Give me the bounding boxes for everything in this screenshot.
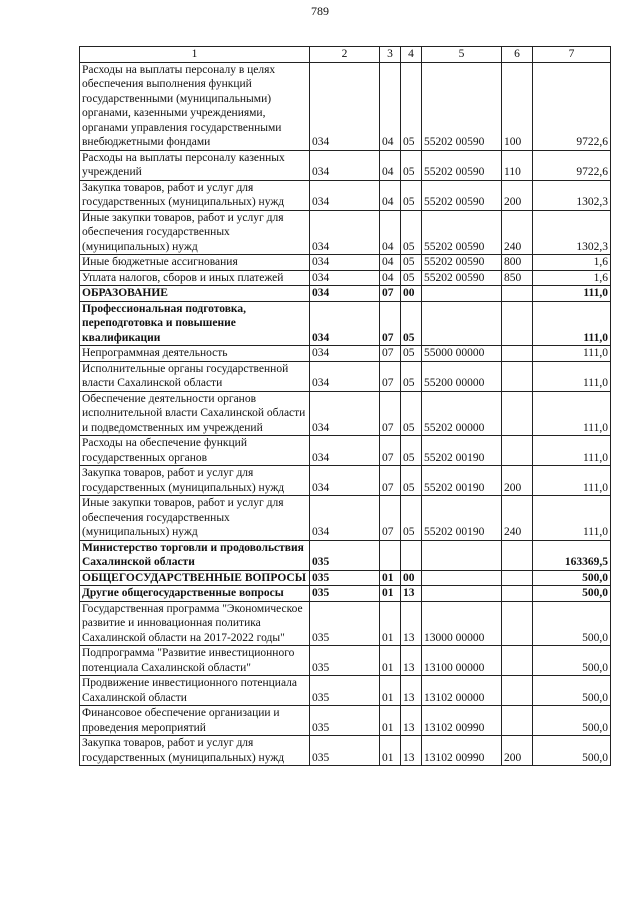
row-target-article-code: 55202 00000 bbox=[422, 391, 502, 436]
table-row bbox=[80, 62, 611, 150]
row-amount: 111,0 bbox=[533, 466, 611, 496]
row-target-article-code: 55202 00190 bbox=[422, 466, 502, 496]
row-name: Расходы на обеспечение функций государственных органов bbox=[80, 436, 310, 466]
column-header: 2 bbox=[310, 47, 380, 63]
row-amount: 1302,3 bbox=[533, 180, 611, 210]
column-number-row bbox=[80, 47, 611, 63]
table-row bbox=[80, 570, 611, 586]
row-expense-type-code bbox=[502, 586, 533, 602]
row-amount: 500,0 bbox=[533, 676, 611, 706]
row-section-code: 07 bbox=[380, 361, 401, 391]
row-expense-type-code: 800 bbox=[502, 255, 533, 271]
row-target-article-code: 13102 00000 bbox=[422, 676, 502, 706]
row-ministry-code: 035 bbox=[310, 706, 380, 736]
table-row bbox=[80, 646, 611, 676]
row-name: Расходы на выплаты персоналу казенных учреждений bbox=[80, 150, 310, 180]
row-section-code: 01 bbox=[380, 586, 401, 602]
row-subsection-code: 13 bbox=[401, 706, 422, 736]
row-name: Иные закупки товаров, работ и услуг для обеспечения государственных (муниципальных) нужд bbox=[80, 496, 310, 541]
row-target-article-code: 55202 00590 bbox=[422, 180, 502, 210]
row-target-article-code bbox=[422, 301, 502, 346]
row-expense-type-code: 200 bbox=[502, 736, 533, 766]
row-ministry-code: 035 bbox=[310, 601, 380, 646]
row-subsection-code: 00 bbox=[401, 286, 422, 302]
table-row bbox=[80, 391, 611, 436]
row-section-code: 04 bbox=[380, 270, 401, 286]
row-target-article-code bbox=[422, 570, 502, 586]
row-ministry-code: 034 bbox=[310, 436, 380, 466]
row-ministry-code: 034 bbox=[310, 270, 380, 286]
row-ministry-code: 034 bbox=[310, 346, 380, 362]
row-ministry-code: 035 bbox=[310, 646, 380, 676]
row-target-article-code: 13102 00990 bbox=[422, 736, 502, 766]
row-amount: 9722,6 bbox=[533, 62, 611, 150]
row-amount: 1,6 bbox=[533, 270, 611, 286]
row-ministry-code: 035 bbox=[310, 570, 380, 586]
row-expense-type-code: 850 bbox=[502, 270, 533, 286]
row-name: Министерство торговли и продовольствия Сахалинской области bbox=[80, 540, 310, 570]
row-target-article-code: 55202 00590 bbox=[422, 210, 502, 255]
row-amount: 111,0 bbox=[533, 286, 611, 302]
row-expense-type-code bbox=[502, 301, 533, 346]
row-name: Подпрограмма "Развитие инвестиционного потенциала Сахалинской области" bbox=[80, 646, 310, 676]
row-section-code: 01 bbox=[380, 646, 401, 676]
row-section-code: 07 bbox=[380, 301, 401, 346]
row-subsection-code: 05 bbox=[401, 62, 422, 150]
row-target-article-code: 55202 00190 bbox=[422, 436, 502, 466]
row-amount: 111,0 bbox=[533, 346, 611, 362]
row-subsection-code: 05 bbox=[401, 346, 422, 362]
table-body bbox=[80, 62, 611, 766]
row-subsection-code: 05 bbox=[401, 180, 422, 210]
row-amount: 111,0 bbox=[533, 391, 611, 436]
row-subsection-code: 05 bbox=[401, 361, 422, 391]
row-expense-type-code bbox=[502, 540, 533, 570]
column-header: 4 bbox=[401, 47, 422, 63]
row-name: Финансовое обеспечение организации и проведения мероприятий bbox=[80, 706, 310, 736]
row-section-code: 04 bbox=[380, 150, 401, 180]
row-ministry-code: 034 bbox=[310, 301, 380, 346]
budget-table bbox=[79, 46, 611, 766]
row-target-article-code: 55202 00190 bbox=[422, 496, 502, 541]
row-ministry-code: 035 bbox=[310, 736, 380, 766]
row-ministry-code: 034 bbox=[310, 150, 380, 180]
row-amount: 500,0 bbox=[533, 601, 611, 646]
row-section-code: 07 bbox=[380, 346, 401, 362]
row-section-code: 04 bbox=[380, 62, 401, 150]
row-expense-type-code: 200 bbox=[502, 180, 533, 210]
row-name: Расходы на выплаты персоналу в целях обеспечения выполнения функций государственными (муниципальными) органами, казенными учреждениями, органами управления государственными внебюджетными фондами bbox=[80, 62, 310, 150]
row-name: Государственная программа "Экономическое развитие и инновационная политика Сахалинской области на 2017-2022 годы" bbox=[80, 601, 310, 646]
row-expense-type-code: 240 bbox=[502, 496, 533, 541]
table-row bbox=[80, 706, 611, 736]
row-section-code: 07 bbox=[380, 436, 401, 466]
table-row bbox=[80, 540, 611, 570]
table-row bbox=[80, 346, 611, 362]
table-row bbox=[80, 150, 611, 180]
row-expense-type-code bbox=[502, 570, 533, 586]
row-expense-type-code bbox=[502, 601, 533, 646]
row-target-article-code: 55202 00590 bbox=[422, 270, 502, 286]
row-subsection-code: 13 bbox=[401, 676, 422, 706]
row-expense-type-code bbox=[502, 346, 533, 362]
row-expense-type-code bbox=[502, 646, 533, 676]
row-expense-type-code: 110 bbox=[502, 150, 533, 180]
table-row bbox=[80, 270, 611, 286]
table-row bbox=[80, 601, 611, 646]
row-section-code: 04 bbox=[380, 210, 401, 255]
row-expense-type-code bbox=[502, 391, 533, 436]
row-ministry-code: 034 bbox=[310, 286, 380, 302]
table-row bbox=[80, 180, 611, 210]
row-ministry-code: 034 bbox=[310, 466, 380, 496]
row-ministry-code: 034 bbox=[310, 391, 380, 436]
row-amount: 500,0 bbox=[533, 646, 611, 676]
row-name: Закупка товаров, работ и услуг для государственных (муниципальных) нужд bbox=[80, 736, 310, 766]
row-section-code bbox=[380, 540, 401, 570]
row-target-article-code: 13000 00000 bbox=[422, 601, 502, 646]
row-section-code: 01 bbox=[380, 570, 401, 586]
row-amount: 500,0 bbox=[533, 706, 611, 736]
row-section-code: 07 bbox=[380, 286, 401, 302]
row-expense-type-code: 200 bbox=[502, 466, 533, 496]
column-header: 5 bbox=[422, 47, 502, 63]
row-ministry-code: 035 bbox=[310, 586, 380, 602]
row-expense-type-code bbox=[502, 706, 533, 736]
row-subsection-code: 00 bbox=[401, 570, 422, 586]
column-header: 1 bbox=[80, 47, 310, 63]
row-target-article-code bbox=[422, 540, 502, 570]
table-row bbox=[80, 676, 611, 706]
row-ministry-code: 034 bbox=[310, 180, 380, 210]
column-header: 7 bbox=[533, 47, 611, 63]
row-subsection-code: 13 bbox=[401, 586, 422, 602]
row-subsection-code: 05 bbox=[401, 391, 422, 436]
row-ministry-code: 034 bbox=[310, 62, 380, 150]
row-subsection-code: 13 bbox=[401, 646, 422, 676]
row-subsection-code bbox=[401, 540, 422, 570]
row-name: Исполнительные органы государственной власти Сахалинской области bbox=[80, 361, 310, 391]
row-expense-type-code bbox=[502, 676, 533, 706]
table-row bbox=[80, 586, 611, 602]
row-target-article-code bbox=[422, 586, 502, 602]
row-ministry-code: 035 bbox=[310, 676, 380, 706]
row-subsection-code: 05 bbox=[401, 436, 422, 466]
row-name: ОБЩЕГОСУДАРСТВЕННЫЕ ВОПРОСЫ bbox=[80, 570, 310, 586]
table-row bbox=[80, 301, 611, 346]
row-subsection-code: 05 bbox=[401, 255, 422, 271]
column-header: 6 bbox=[502, 47, 533, 63]
row-target-article-code: 55202 00590 bbox=[422, 255, 502, 271]
row-ministry-code: 034 bbox=[310, 255, 380, 271]
table-row bbox=[80, 255, 611, 271]
table-row bbox=[80, 736, 611, 766]
row-target-article-code: 13102 00990 bbox=[422, 706, 502, 736]
table-row bbox=[80, 210, 611, 255]
column-header: 3 bbox=[380, 47, 401, 63]
row-subsection-code: 05 bbox=[401, 496, 422, 541]
row-name: Уплата налогов, сборов и иных платежей bbox=[80, 270, 310, 286]
row-ministry-code: 034 bbox=[310, 361, 380, 391]
row-name: Закупка товаров, работ и услуг для государственных (муниципальных) нужд bbox=[80, 466, 310, 496]
row-section-code: 01 bbox=[380, 601, 401, 646]
table-row bbox=[80, 436, 611, 466]
row-expense-type-code bbox=[502, 436, 533, 466]
row-subsection-code: 05 bbox=[401, 270, 422, 286]
row-amount: 500,0 bbox=[533, 586, 611, 602]
row-section-code: 07 bbox=[380, 496, 401, 541]
row-amount: 111,0 bbox=[533, 496, 611, 541]
row-name: Продвижение инвестиционного потенциала Сахалинской области bbox=[80, 676, 310, 706]
row-amount: 111,0 bbox=[533, 361, 611, 391]
row-section-code: 07 bbox=[380, 466, 401, 496]
row-section-code: 04 bbox=[380, 180, 401, 210]
row-expense-type-code bbox=[502, 286, 533, 302]
row-subsection-code: 13 bbox=[401, 601, 422, 646]
row-name: Закупка товаров, работ и услуг для государственных (муниципальных) нужд bbox=[80, 180, 310, 210]
row-ministry-code: 035 bbox=[310, 540, 380, 570]
row-section-code: 07 bbox=[380, 391, 401, 436]
row-section-code: 01 bbox=[380, 676, 401, 706]
row-amount: 1,6 bbox=[533, 255, 611, 271]
row-expense-type-code: 240 bbox=[502, 210, 533, 255]
row-section-code: 01 bbox=[380, 706, 401, 736]
row-ministry-code: 034 bbox=[310, 210, 380, 255]
row-amount: 500,0 bbox=[533, 570, 611, 586]
row-name: Профессиональная подготовка, переподготовка и повышение квалификации bbox=[80, 301, 310, 346]
row-subsection-code: 05 bbox=[401, 210, 422, 255]
row-ministry-code: 034 bbox=[310, 496, 380, 541]
row-amount: 500,0 bbox=[533, 736, 611, 766]
row-amount: 1302,3 bbox=[533, 210, 611, 255]
row-section-code: 01 bbox=[380, 736, 401, 766]
table-row bbox=[80, 361, 611, 391]
row-target-article-code: 55202 00590 bbox=[422, 62, 502, 150]
row-subsection-code: 05 bbox=[401, 466, 422, 496]
row-amount: 163369,5 bbox=[533, 540, 611, 570]
row-name: Иные закупки товаров, работ и услуг для обеспечения государственных (муниципальных) нужд bbox=[80, 210, 310, 255]
page-number: 789 bbox=[311, 4, 329, 18]
table-row bbox=[80, 286, 611, 302]
row-amount: 111,0 bbox=[533, 436, 611, 466]
row-name: Другие общегосударственные вопросы bbox=[80, 586, 310, 602]
row-section-code: 04 bbox=[380, 255, 401, 271]
row-expense-type-code: 100 bbox=[502, 62, 533, 150]
row-expense-type-code bbox=[502, 361, 533, 391]
row-amount: 111,0 bbox=[533, 301, 611, 346]
row-target-article-code: 55202 00590 bbox=[422, 150, 502, 180]
row-subsection-code: 05 bbox=[401, 301, 422, 346]
row-target-article-code: 13100 00000 bbox=[422, 646, 502, 676]
row-amount: 9722,6 bbox=[533, 150, 611, 180]
row-target-article-code: 55200 00000 bbox=[422, 361, 502, 391]
row-subsection-code: 13 bbox=[401, 736, 422, 766]
row-name: ОБРАЗОВАНИЕ bbox=[80, 286, 310, 302]
table-row bbox=[80, 466, 611, 496]
row-name: Непрограммная деятельность bbox=[80, 346, 310, 362]
row-target-article-code: 55000 00000 bbox=[422, 346, 502, 362]
row-name: Обеспечение деятельности органов исполнительной власти Сахалинской области и подведомственных им учреждений bbox=[80, 391, 310, 436]
row-target-article-code bbox=[422, 286, 502, 302]
table-row bbox=[80, 496, 611, 541]
row-subsection-code: 05 bbox=[401, 150, 422, 180]
row-name: Иные бюджетные ассигнования bbox=[80, 255, 310, 271]
